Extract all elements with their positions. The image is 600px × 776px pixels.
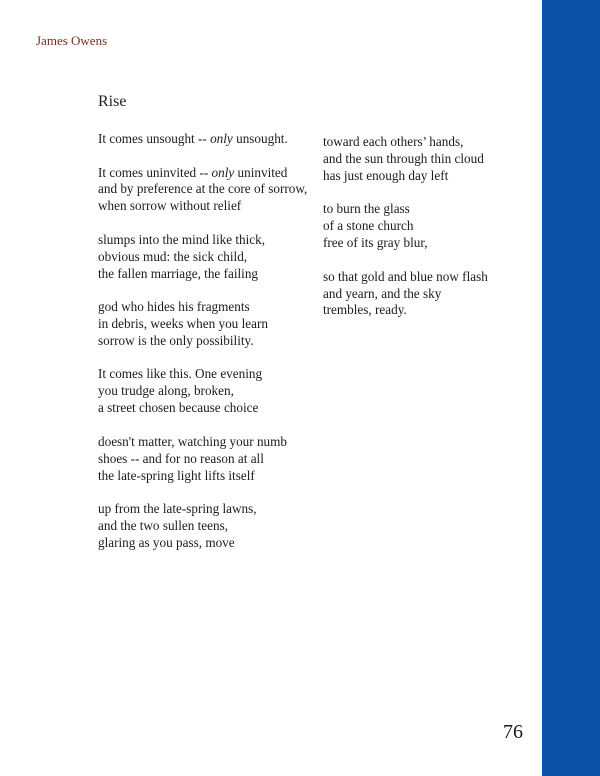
poem-line	[98, 249, 307, 266]
line-text: when sorrow without relief	[98, 198, 242, 214]
stanza	[98, 131, 307, 148]
line-text: to burn the glass	[323, 201, 410, 217]
poem-line	[98, 316, 307, 333]
stanza	[323, 201, 488, 252]
poem-line	[98, 518, 307, 535]
line-text: It comes uninvited --	[98, 164, 212, 180]
poem-line	[98, 468, 307, 485]
line-text: so that gold and blue now flash	[323, 268, 488, 284]
poem-line	[323, 168, 488, 185]
poem-line	[323, 218, 488, 235]
poem-line	[98, 165, 307, 182]
poem-line	[98, 198, 307, 215]
stanza	[323, 134, 488, 185]
line-text: the fallen marriage, the failing	[98, 265, 259, 281]
poem-line	[98, 434, 307, 451]
stanza	[98, 434, 307, 485]
stanza	[98, 501, 307, 552]
line-text: free of its gray blur,	[323, 235, 428, 251]
poem-left-column	[98, 131, 307, 568]
line-text: unsought.	[232, 131, 288, 146]
poem-line	[323, 302, 488, 319]
emphasis-text: only	[211, 164, 235, 180]
line-text: god who hides his fragments	[98, 299, 250, 315]
page-number: 76	[503, 721, 523, 743]
poem-line	[98, 501, 307, 518]
poem-line	[323, 235, 488, 252]
poem-line	[98, 181, 307, 198]
line-text: and yearn, and the sky	[323, 285, 442, 301]
stanza	[98, 165, 307, 216]
poem-line	[98, 266, 307, 283]
poem-line	[98, 333, 307, 350]
poem-line	[98, 451, 307, 468]
line-text: It comes unsought --	[98, 131, 211, 146]
poem-line	[98, 535, 307, 552]
line-text: doesn't matter, watching your numb	[98, 433, 287, 449]
line-text: shoes -- and for no reason at all	[98, 450, 264, 466]
poem-line	[323, 201, 488, 218]
line-text: obvious mud: the sick child,	[98, 248, 248, 264]
poem-title: Rise	[98, 93, 127, 110]
poem-line	[98, 299, 307, 316]
line-text: a street chosen because choice	[98, 400, 259, 416]
line-text: in debris, weeks when you learn	[98, 316, 268, 332]
line-text: toward each others’ hands,	[323, 134, 464, 149]
line-text: you trudge along, broken,	[98, 383, 234, 399]
stanza	[98, 232, 307, 283]
poem-line	[323, 269, 488, 286]
side-color-bar	[542, 0, 600, 776]
line-text: It comes like this. One evening	[98, 366, 263, 382]
poem-line	[323, 151, 488, 168]
poem-line	[323, 134, 488, 151]
poem-line	[98, 383, 307, 400]
stanza	[98, 366, 307, 417]
line-text: glaring as you pass, move	[98, 534, 235, 550]
line-text: has just enough day left	[323, 167, 449, 183]
line-text: of a stone church	[323, 218, 414, 234]
line-text: up from the late-spring lawns,	[98, 501, 257, 517]
line-text: and the two sullen teens,	[98, 517, 229, 533]
poem-right-column	[323, 134, 488, 336]
poem-line	[98, 400, 307, 417]
line-text: slumps into the mind like thick,	[98, 231, 266, 247]
poem-line	[98, 366, 307, 383]
line-text: and by preference at the core of sorrow,	[98, 181, 308, 197]
stanza	[98, 299, 307, 350]
emphasis-text: only	[210, 131, 233, 146]
running-header-author: James Owens	[36, 33, 108, 48]
line-text: and the sun through thin cloud	[323, 150, 484, 166]
line-text: uninvited	[234, 164, 288, 180]
stanza	[323, 269, 488, 320]
poem-line	[98, 232, 307, 249]
line-text: trembles, ready.	[323, 302, 407, 318]
line-text: the late-spring light lifts itself	[98, 467, 255, 483]
line-text: sorrow is the only possibility.	[98, 332, 254, 348]
poem-line	[98, 131, 307, 148]
poem-line	[323, 286, 488, 303]
